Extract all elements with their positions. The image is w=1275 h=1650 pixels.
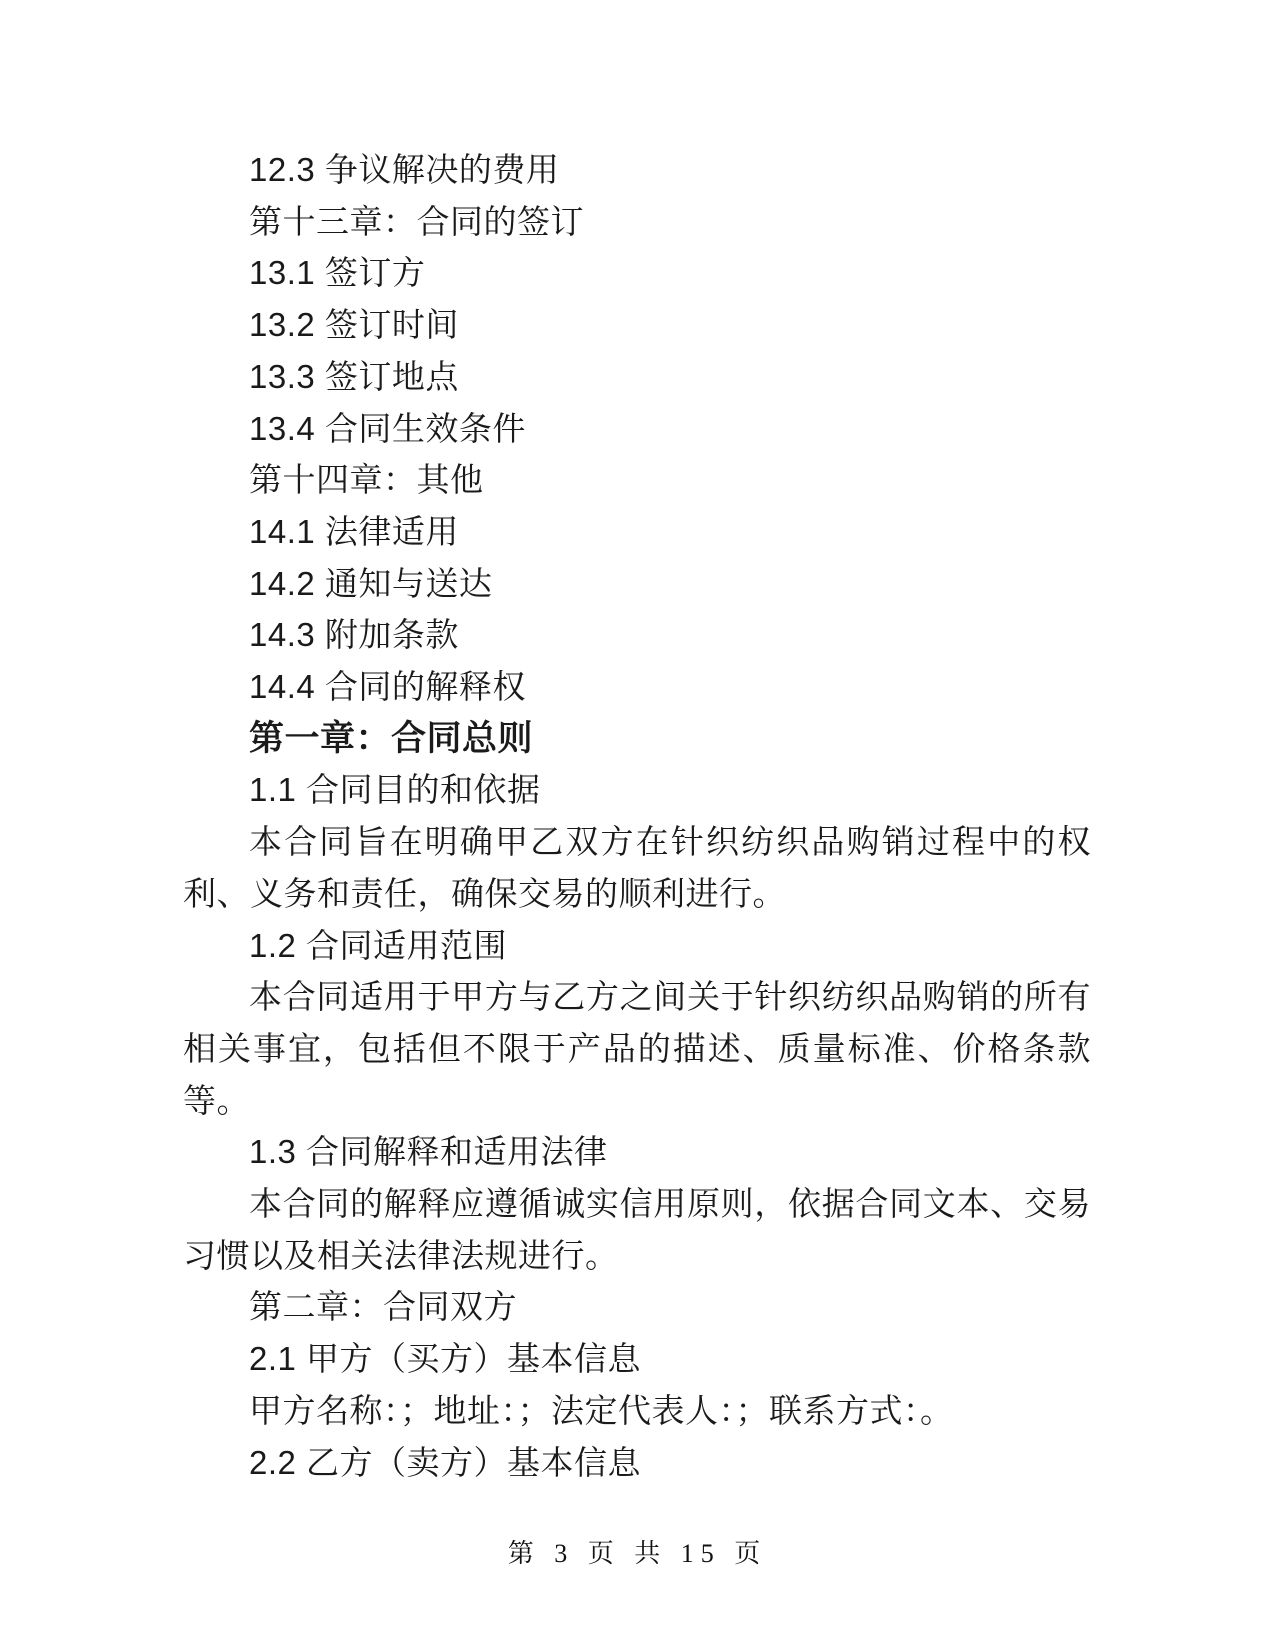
paragraph: 12.3 争议解决的费用	[249, 151, 560, 188]
paragraph: 14.3 附加条款	[249, 616, 459, 654]
paragraph: 本合同的解释应遵循诚实信用原则，依据合同文本、交易习惯以及相关法律法规进行。	[183, 1185, 1091, 1274]
paragraph: 本合同适用于甲方与乙方之间关于针织纺织品购销的所有相关事宜，包括但不限于产品的描述、质量标准、价格条款等。	[183, 978, 1091, 1119]
document-body	[183, 144, 1091, 1488]
paragraph: 第二章：合同双方	[249, 1288, 517, 1326]
paragraph: 本合同旨在明确甲乙双方在针织纺织品购销过程中的权利、义务和责任，确保交易的顺利进行。	[183, 823, 1091, 912]
paragraph: 1.3 合同解释和适用法律	[249, 1133, 608, 1171]
page-number: 第 3 页 共 15 页	[507, 1539, 768, 1568]
paragraph: 2.1 甲方（买方）基本信息	[249, 1340, 642, 1378]
paragraph: 13.3 签订地点	[249, 357, 459, 395]
paragraph: 13.4 合同生效条件	[249, 409, 526, 447]
chapter-heading: 第一章：合同总则	[249, 718, 534, 758]
paragraph: 1.2 合同适用范围	[249, 926, 508, 964]
paragraph: 1.1 合同目的和依据	[249, 771, 541, 809]
paragraph: 第十三章：合同的签订	[249, 202, 584, 240]
paragraph: 13.1 签订方	[249, 254, 426, 292]
paragraph: 13.2 签订时间	[249, 306, 459, 344]
paragraph: 14.2 通知与送达	[249, 564, 493, 602]
paragraph: 甲方名称：；地址：；法定代表人：；联系方式：。	[249, 1391, 954, 1429]
paragraph: 2.2 乙方（卖方）基本信息	[249, 1443, 642, 1481]
paragraph: 第十四章：其他	[249, 461, 484, 499]
paragraph: 14.4 合同的解释权	[249, 668, 526, 706]
page-footer	[0, 1533, 1275, 1570]
paragraph: 14.1 法律适用	[249, 512, 459, 550]
